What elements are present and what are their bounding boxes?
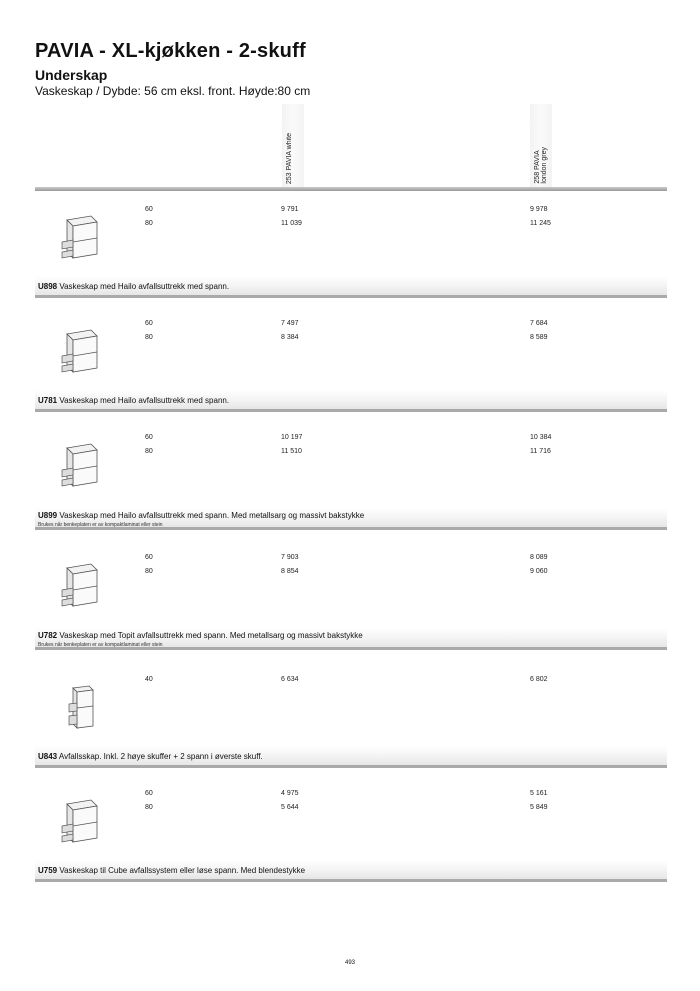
row-price-2: 9 060 xyxy=(530,568,548,575)
row-price-2: 8 589 xyxy=(530,334,548,341)
row-width: 60 xyxy=(145,320,153,327)
row-price-1: 8 854 xyxy=(281,568,299,575)
row-price-1: 7 903 xyxy=(281,554,299,561)
product-label xyxy=(38,396,229,405)
product-block xyxy=(35,428,667,534)
product-label xyxy=(38,631,363,640)
row-price-2: 8 089 xyxy=(530,554,548,561)
row-price-2: 11 716 xyxy=(530,448,551,455)
product-block xyxy=(35,548,667,654)
product-code: U898 xyxy=(38,282,58,291)
cabinet-icon xyxy=(57,328,101,374)
product-label xyxy=(38,282,229,291)
row-price-1: 8 384 xyxy=(281,334,299,341)
section-description: Vaskeskap / Dybde: 56 cm eksl. front. Høyde:80 cm xyxy=(35,84,311,98)
column-header-2: 258 PAVIA london grey xyxy=(530,104,552,190)
product-footer xyxy=(35,746,667,768)
row-price-1: 10 197 xyxy=(281,434,303,441)
product-block xyxy=(35,670,667,766)
cabinet-icon xyxy=(57,562,101,608)
row-price-1: 5 644 xyxy=(281,804,299,811)
tall-cabinet-icon xyxy=(57,684,101,730)
row-width: 80 xyxy=(145,568,153,575)
row-width: 60 xyxy=(145,434,153,441)
section-subtitle: Underskap xyxy=(35,67,108,83)
row-price-2: 5 849 xyxy=(530,804,548,811)
row-width: 40 xyxy=(145,676,153,683)
row-price-1: 11 039 xyxy=(281,220,302,227)
row-width: 60 xyxy=(145,790,153,797)
row-width: 60 xyxy=(145,554,153,561)
product-footer xyxy=(35,276,667,298)
product-name: Vaskeskap til Cube avfallssystem eller løse spann. Med blendestykke xyxy=(59,866,306,875)
product-label xyxy=(38,511,364,520)
product-code: U782 xyxy=(38,631,58,640)
row-price-1: 6 634 xyxy=(281,676,299,683)
row-price-1: 9 791 xyxy=(281,206,299,213)
row-price-2: 11 245 xyxy=(530,220,551,227)
cabinet-icon xyxy=(57,798,101,844)
product-name: Vaskeskap med Hailo avfallsuttrekk med spann. Med metallsarg og massivt bakstykke xyxy=(59,511,365,520)
row-price-2: 6 802 xyxy=(530,676,548,683)
product-name: Vaskeskap med Topit avfallsuttrekk med spann. Med metallsarg og massivt bakstykke xyxy=(59,631,363,640)
product-footer xyxy=(35,628,667,650)
product-code: U781 xyxy=(38,396,58,405)
product-name: Vaskeskap med Hailo avfallsuttrekk med spann. xyxy=(59,282,230,291)
product-label xyxy=(38,752,263,761)
row-price-2: 7 684 xyxy=(530,320,548,327)
product-block xyxy=(35,200,667,296)
row-width: 80 xyxy=(145,448,153,455)
product-code: U899 xyxy=(38,511,58,520)
product-note: Brukes når benkeplaten er av kompaktlaminat eller stein xyxy=(38,642,163,648)
product-footer xyxy=(35,390,667,412)
product-code: U843 xyxy=(38,752,58,761)
cabinet-icon xyxy=(57,442,101,488)
row-width: 80 xyxy=(145,220,153,227)
page-number: 493 xyxy=(344,960,355,966)
product-code: U759 xyxy=(38,866,58,875)
row-price-1: 4 975 xyxy=(281,790,299,797)
page-title: PAVIA - XL-kjøkken - 2-skuff xyxy=(35,40,306,62)
product-name: Vaskeskap med Hailo avfallsuttrekk med spann. xyxy=(59,396,230,405)
product-name: Avfallsskap. Inkl. 2 høye skuffer + 2 spann i øverste skuff. xyxy=(58,752,263,761)
row-width: 80 xyxy=(145,334,153,341)
product-block xyxy=(35,784,667,880)
product-label xyxy=(38,866,305,875)
product-note: Brukes når benkeplaten er av kompaktlaminat eller stein xyxy=(38,522,163,528)
header-rule xyxy=(35,187,667,191)
row-price-1: 11 510 xyxy=(281,448,302,455)
row-price-2: 5 161 xyxy=(530,790,548,797)
product-footer xyxy=(35,860,667,882)
product-footer xyxy=(35,508,667,530)
row-width: 60 xyxy=(145,206,153,213)
product-block xyxy=(35,314,667,410)
column-header-1: 253 PAVIA white xyxy=(282,104,304,190)
cabinet-icon xyxy=(57,214,101,260)
row-price-2: 9 978 xyxy=(530,206,548,213)
row-width: 80 xyxy=(145,804,153,811)
row-price-2: 10 384 xyxy=(530,434,552,441)
row-price-1: 7 497 xyxy=(281,320,299,327)
